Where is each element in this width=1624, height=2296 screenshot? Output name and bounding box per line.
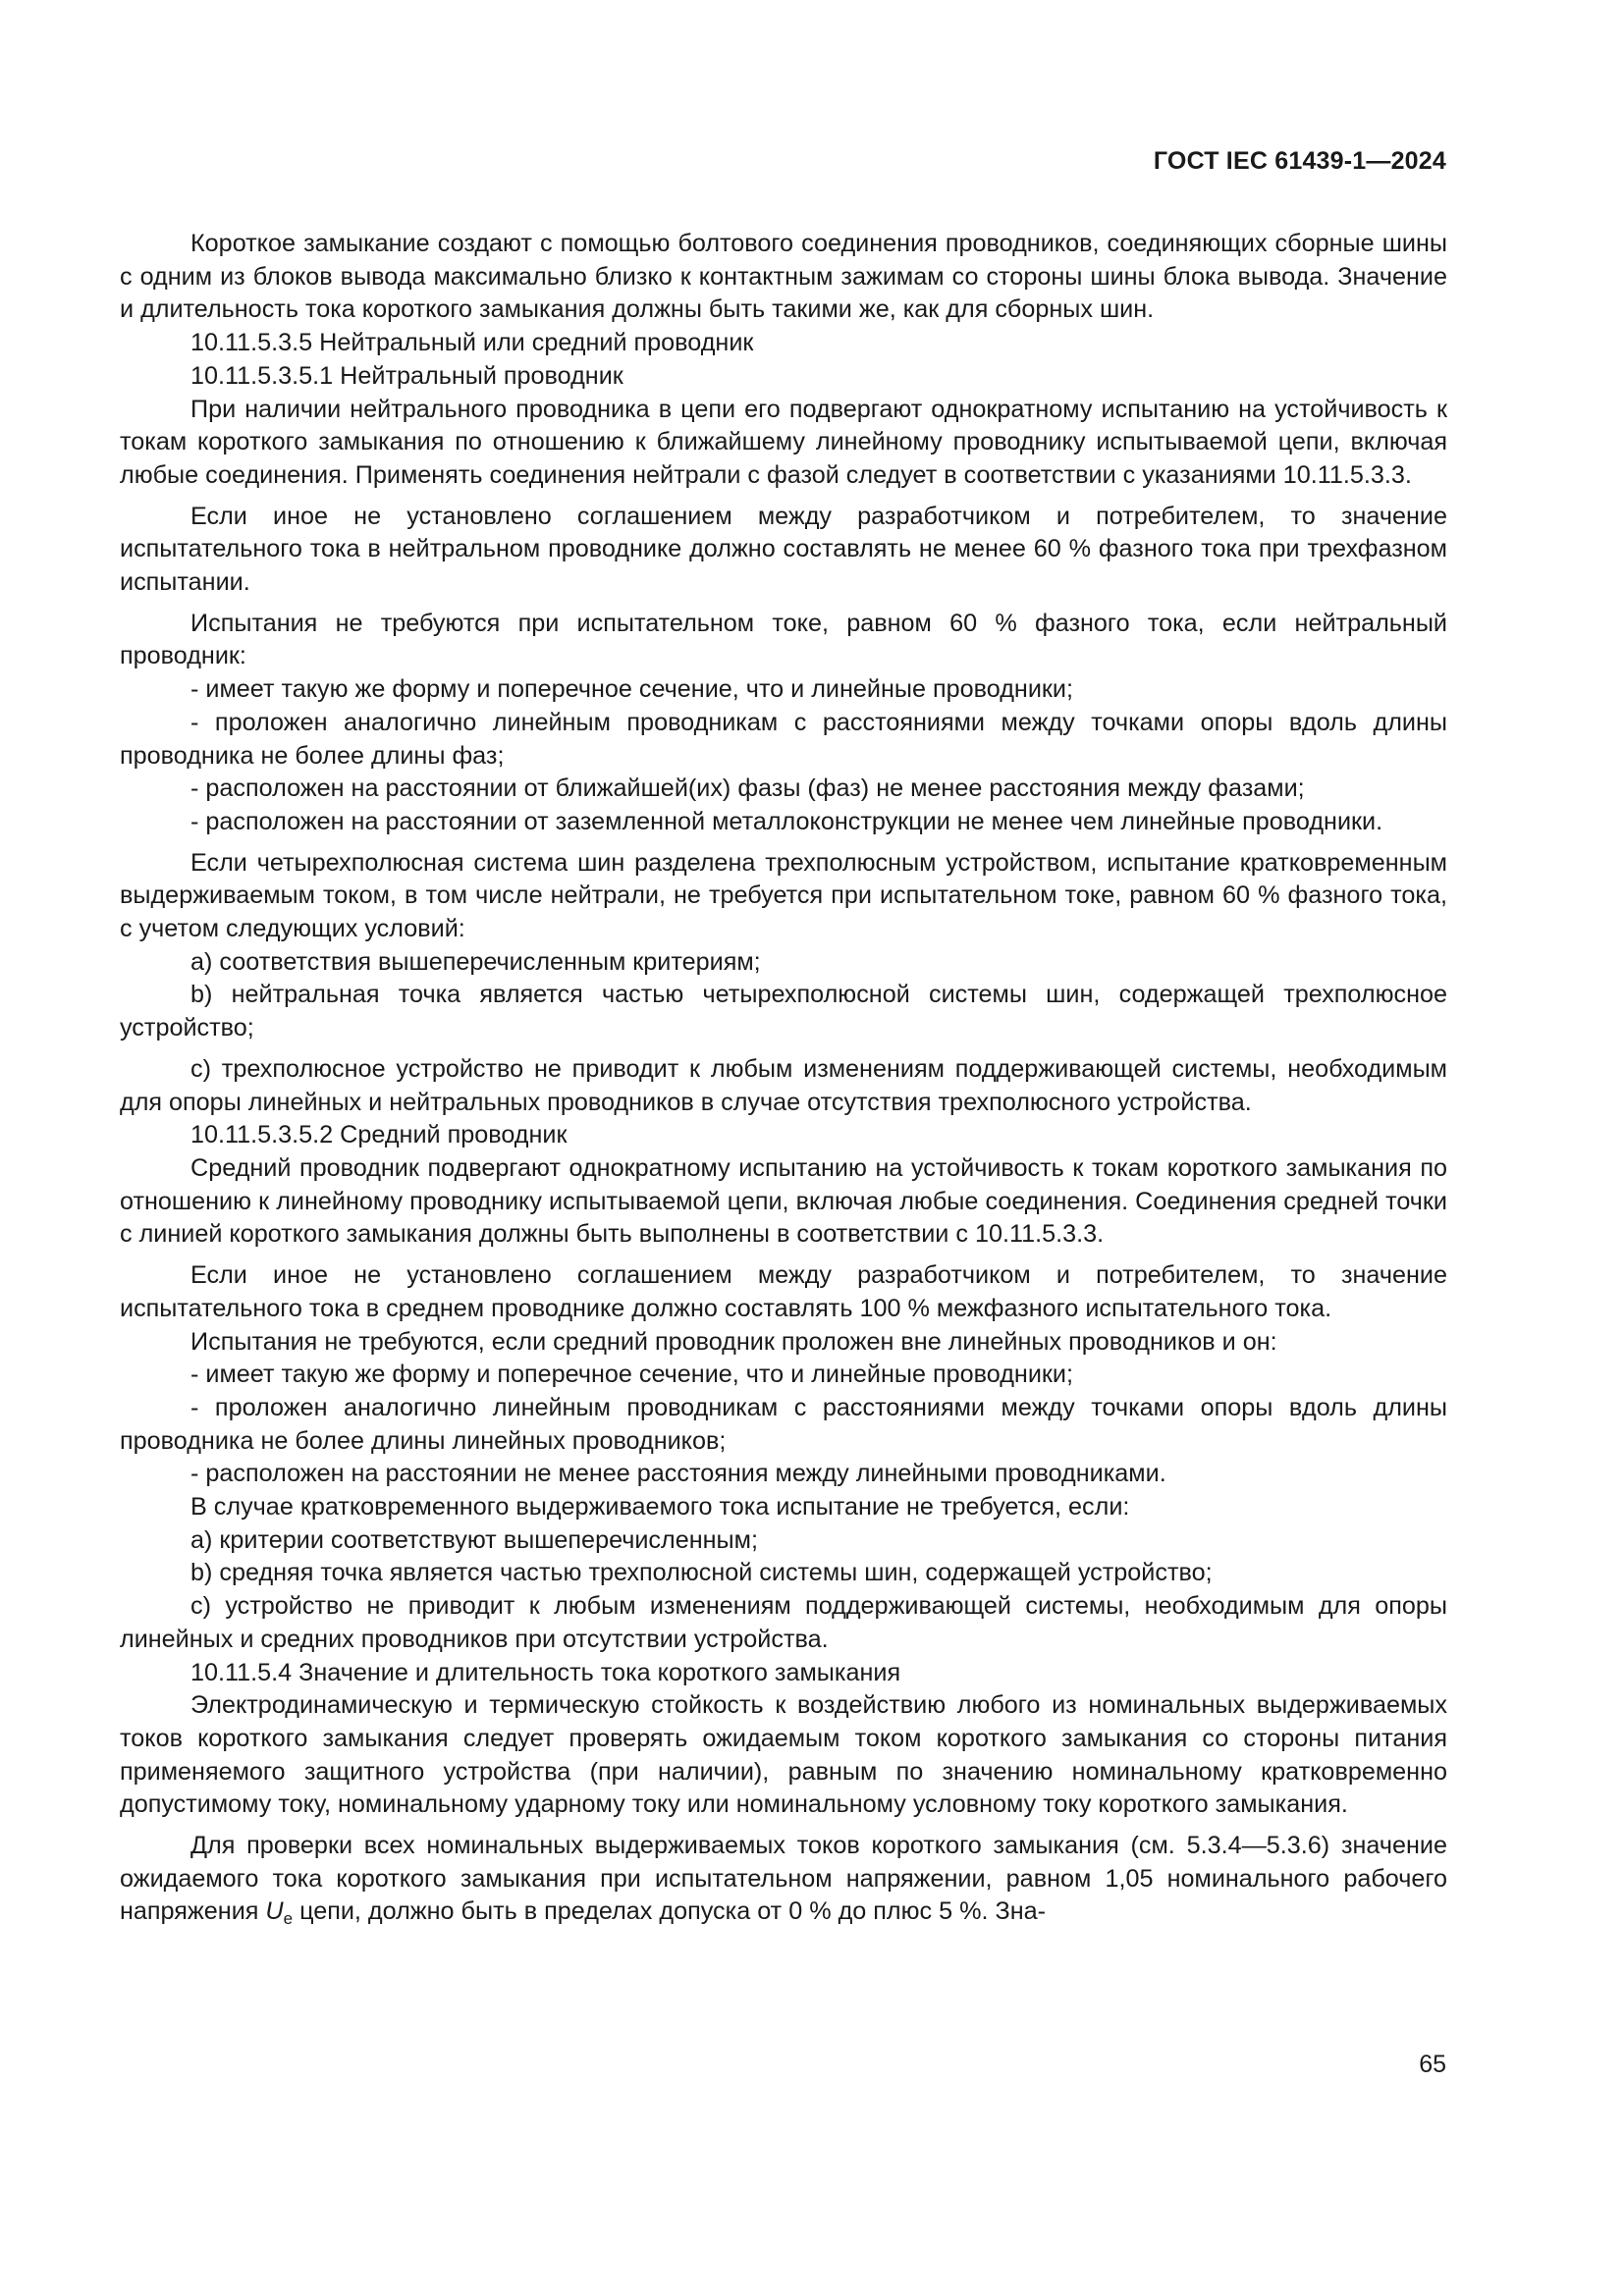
paragraph: Если четырехполюсная система шин разделена трехполюсным устройством, испытание кратковременным выдерживаемым током, в том числе нейтрали, не требуется при испытательном токе, равном 60 % фазного тока, с учетом следующих условий: xyxy=(120,848,1447,943)
voltage-symbol xyxy=(265,1897,294,1929)
text-run: Для проверки всех номинальных выдерживаемых токов короткого замыкания (см. 5.3.4—5.3.6) значение ожидаемого тока короткого замыкания при испытательном напряжении, равном 1,05 номинального рабочего напряжения xyxy=(120,1832,1447,1926)
paragraph: Электродинамическую и термическую стойкость к воздействию любого из номинальных выдерживаемых токов короткого замыкания следует проверять ожидаемым током короткого замыкания со стороны питания применяемого защитного устройства (при наличии), равным по значению номинальному кратковременно допустимому току, номинальному ударному току или номинальному условному току короткого замыкания. xyxy=(120,1691,1447,1819)
list-item: c) трехполюсное устройство не приводит к любым изменениям поддерживающей системы, необходимым для опоры линейных и нейтральных проводников в случае отсутствия трехполюсного устройства. xyxy=(120,1054,1447,1116)
list-item: c) устройство не приводит к любым изменениям поддерживающей системы, необходимым для опоры линейных и средних проводников при отсутствии устройства. xyxy=(120,1592,1447,1653)
paragraph: Средний проводник подвергают однократному испытанию на устойчивость к токам короткого замыкания по отношению к линейному проводнику испытываемой цепи, включая любые соединения. Соединения средней точки с линией короткого замыкания должны быть выполнены в соответствии с 10.11.5.3.3. xyxy=(120,1153,1447,1249)
paragraph: Если иное не установлено соглашением между разработчиком и потребителем, то значение испытательного тока в нейтральном проводнике должно составлять не менее 60 % фазного тока при трехфазном испытании. xyxy=(120,502,1447,597)
section-heading: 10.11.5.3.5.2 Средний проводник xyxy=(190,1121,568,1149)
page-number: 65 xyxy=(1419,2051,1446,2078)
list-item: - имеет такую же форму и поперечное сечение, что и линейные проводники; xyxy=(190,1361,1073,1389)
paragraph: Испытания не требуются при испытательном токе, равном 60 % фазного тока, если нейтральный проводник: xyxy=(120,609,1447,670)
standard-code-header: ГОСТ IEC 61439-1—2024 xyxy=(1153,147,1446,175)
list-item: a) соответствия вышеперечисленным критериям; xyxy=(190,947,761,976)
list-item: - расположен на расстоянии от ближайшей(их) фазы (фаз) не менее расстояния между фазами; xyxy=(190,774,1305,803)
list-item: - проложен аналогично линейным проводникам с расстояниями между точками опоры вдоль длины проводника не более длины линейных проводников; xyxy=(120,1393,1447,1455)
list-item: - проложен аналогично линейным проводникам с расстояниями между точками опоры вдоль длины проводника не более длины фаз; xyxy=(120,708,1447,770)
section-heading: 10.11.5.3.5 Нейтральный или средний проводник xyxy=(190,329,754,357)
list-item: - расположен на расстоянии от заземленной металлоконструкции не менее чем линейные проводники. xyxy=(190,807,1383,835)
text-run: цепи, должно быть в пределах допуска от 0 % до плюс 5 %. Зна- xyxy=(293,1897,1047,1926)
voltage-symbol-subscript: e xyxy=(283,1909,294,1929)
section-heading: 10.11.5.4 Значение и длительность тока короткого замыкания xyxy=(190,1658,901,1686)
paragraph: Если иное не установлено соглашением между разработчиком и потребителем, то значение испытательного тока в среднем проводнике должно составлять 100 % межфазного испытательного тока. xyxy=(120,1261,1447,1322)
paragraph: В случае кратковременного выдерживаемого тока испытание не требуется, если: xyxy=(190,1493,1130,1522)
paragraph-last xyxy=(120,1830,1447,1936)
section-heading: 10.11.5.3.5.1 Нейтральный проводник xyxy=(190,361,623,390)
paragraph: При наличии нейтрального проводника в цепи его подвергают однократному испытанию на устойчивость к токам короткого замыкания по отношению к ближайшему линейному проводнику испытываемой цепи, включая любые соединения. Применять соединения нейтрали с фазой следует в соответствии с указаниями 10.11.5.3.3. xyxy=(120,395,1447,489)
list-item: - расположен на расстоянии не менее расстояния между линейными проводниками. xyxy=(190,1460,1166,1488)
list-item: a) критерии соответствуют вышеперечисленным; xyxy=(190,1525,758,1554)
list-item: - имеет такую же форму и поперечное сечение, что и линейные проводники; xyxy=(190,675,1073,704)
list-item: b) средняя точка является частью трехполюсной системы шин, содержащей устройство; xyxy=(190,1559,1213,1587)
list-item: b) нейтральная точка является частью четырехполюсной системы шин, содержащей трехполюсное устройство; xyxy=(120,981,1447,1042)
paragraph: Испытания не требуются, если средний проводник проложен вне линейных проводников и он: xyxy=(190,1327,1277,1356)
paragraph: Короткое замыкание создают с помощью болтового соединения проводников, соединяющих сборные шины с одним из блоков вывода максимально близко к контактным зажимам со стороны шины блока вывода. Значение и длительность тока короткого замыкания должны быть такими же, как для сборных шин. xyxy=(120,230,1447,324)
voltage-symbol-letter: U xyxy=(265,1897,284,1926)
body-text xyxy=(120,228,1447,1936)
